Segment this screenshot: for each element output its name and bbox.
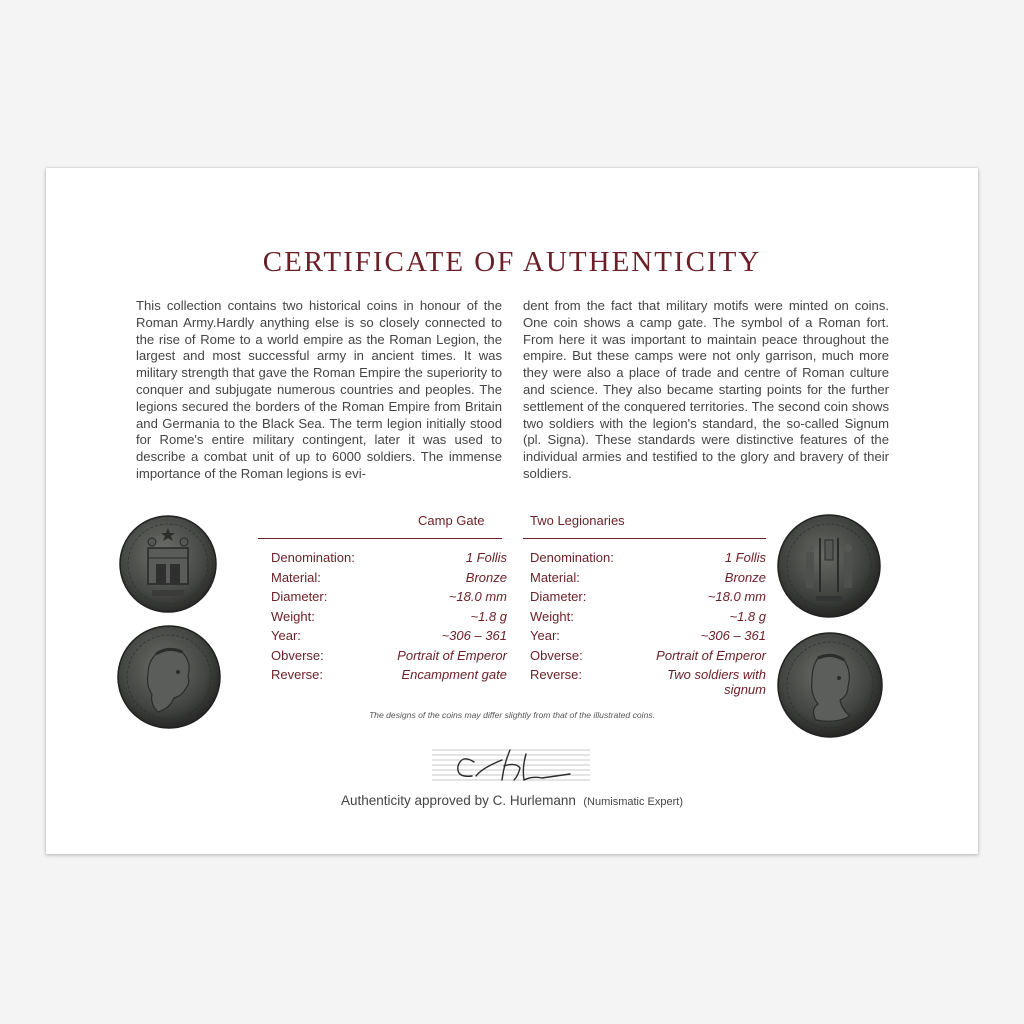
spec-row-diameter xyxy=(530,587,766,607)
spec-label: Weight: xyxy=(530,608,574,624)
spec-label: Material: xyxy=(271,569,321,585)
spec-value: Bronze xyxy=(465,569,507,585)
spec-label: Weight: xyxy=(271,608,315,624)
spec-label: Reverse: xyxy=(271,667,324,682)
spec-label: Denomination: xyxy=(530,550,614,565)
coin-2-heading: Two Legionaries xyxy=(530,513,625,528)
coin-two-legionaries-reverse-image xyxy=(776,512,882,620)
spec-label: Diameter: xyxy=(530,589,587,604)
spec-value: Portrait of Emperor xyxy=(656,647,766,663)
coin-2-heading-rule xyxy=(523,538,766,539)
spec-row-denomination xyxy=(271,548,507,568)
approval-line xyxy=(46,793,978,808)
coin-1-heading-rule xyxy=(258,538,502,539)
spec-value: Portrait of Emperor xyxy=(397,647,507,663)
certificate-title: CERTIFICATE OF AUTHENTICITY xyxy=(262,246,762,278)
spec-label: Obverse: xyxy=(530,647,583,663)
spec-value: Two soldiers with signum xyxy=(667,667,766,697)
spec-row-obverse xyxy=(271,646,507,666)
spec-value: Encampment gate xyxy=(401,667,507,682)
spec-row-obverse xyxy=(530,646,766,666)
spec-row-diameter xyxy=(271,587,507,607)
spec-row-weight xyxy=(530,607,766,627)
spec-label: Denomination: xyxy=(271,550,355,565)
spec-row-denomination xyxy=(530,548,766,568)
approval-role: (Numismatic Expert) xyxy=(583,796,683,808)
coin-two-legionaries-obverse-image xyxy=(776,630,884,740)
disclaimer-note: The designs of the coins may differ slightly from that of the illustrated coins. xyxy=(368,710,656,720)
approval-text: Authenticity approved by C. Hurlemann xyxy=(340,793,576,808)
spec-label: Year: xyxy=(530,628,560,643)
spec-value: ~18.0 mm xyxy=(448,589,507,604)
coin-2-spec-table xyxy=(530,548,766,697)
spec-row-material xyxy=(530,568,766,588)
spec-label: Material: xyxy=(530,569,580,585)
spec-label: Obverse: xyxy=(271,647,324,663)
spec-value: 1 Follis xyxy=(465,550,507,565)
certificate-card xyxy=(46,168,978,854)
coin-1-heading: Camp Gate xyxy=(418,513,485,528)
spec-value: ~1.8 g xyxy=(729,608,766,624)
intro-text-left: This collection contains two historical coins in honour of the Roman Army.Hardly anything else is so closely connected to the rise of Rome to a world empire as the Roman Legion, the largest and most successful army in ancient times. It was military strength that gave the Roman Empire the superiority to conquer and subjugate numerous countries and peoples. The legions secured the borders of the Roman Empire from Britain and Germania to the Black Sea. The term legion initially stood for Rome's entire military contingent, later it was used to describe a combat unit of up to 6000 soldiers. The immense importance of the Roman legions is evi- xyxy=(136,298,502,481)
coin-camp-gate-reverse-image xyxy=(118,514,218,614)
spec-row-reverse xyxy=(530,665,766,697)
spec-label: Reverse: xyxy=(530,667,583,682)
intro-text-right: dent from the fact that military motifs were minted on coins. One coin shows a camp gate. The symbol of a Roman fort. From here it was important to maintain peace throughout the empire. But these camps were not only garrison, much more they were also a place of trade and centre of Roman culture and science. They also became starting points for the further settlement of the conquered territories. The second coin shows two soldiers with the legion's standard, the so-called Signum (pl. Signa). These standards were distinctive features of the individual armies and testified to the glory and bravery of their soldiers. xyxy=(523,298,889,481)
signature-image xyxy=(432,746,590,784)
spec-row-reverse xyxy=(271,665,507,685)
spec-value: 1 Follis xyxy=(724,550,766,565)
coin-1-spec-table xyxy=(271,548,507,685)
spec-value: ~306 – 361 xyxy=(441,628,507,643)
spec-value: ~1.8 g xyxy=(470,608,507,624)
spec-row-year xyxy=(271,626,507,646)
spec-value: Bronze xyxy=(724,569,766,585)
spec-row-material xyxy=(271,568,507,588)
spec-value: ~306 – 361 xyxy=(700,628,766,643)
spec-row-weight xyxy=(271,607,507,627)
spec-label: Diameter: xyxy=(271,589,328,604)
spec-value: ~18.0 mm xyxy=(707,589,766,604)
spec-row-year xyxy=(530,626,766,646)
spec-label: Year: xyxy=(271,628,301,643)
